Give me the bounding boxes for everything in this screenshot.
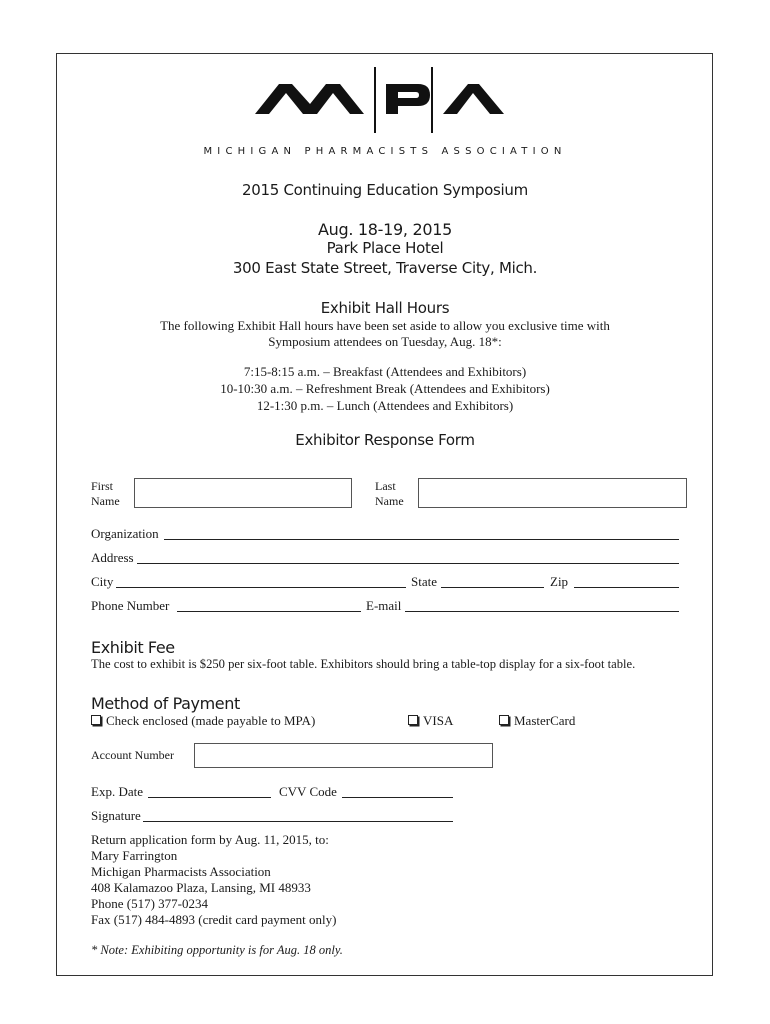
event-dates: Aug. 18-19, 2015 (318, 220, 452, 239)
cvv-label: CVV Code (279, 784, 337, 799)
state-field[interactable] (441, 587, 544, 588)
check-option[interactable] (91, 713, 315, 729)
return-line: Fax (517) 484-4893 (credit card payment only) (91, 912, 337, 927)
address-label: Address (91, 550, 134, 565)
schedule-item: 7:15-8:15 a.m. – Breakfast (Attendees and Exhibitors) (243, 364, 527, 379)
mastercard-label: MasterCard (514, 713, 576, 728)
logo-tagline: MICHIGAN PHARMACISTS ASSOCIATION (203, 146, 567, 157)
signature-field[interactable] (143, 821, 453, 822)
return-line: Return application form by Aug. 11, 2015, to: (91, 832, 329, 847)
exp-date-label: Exp. Date (91, 784, 143, 799)
zip-field[interactable] (574, 587, 679, 588)
visa-option[interactable] (408, 713, 453, 729)
signature-label: Signature (91, 808, 141, 823)
email-field[interactable] (405, 611, 679, 612)
event-address: 300 East State Street, Traverse City, Mich. (232, 259, 538, 277)
last-name-input[interactable] (418, 478, 687, 508)
last-name-label-2: Name (375, 494, 404, 508)
schedule-item: 12-1:30 p.m. – Lunch (Attendees and Exhibitors) (256, 398, 514, 413)
first-name-input[interactable] (134, 478, 352, 508)
exhibit-hours-intro-2: Symposium attendees on Tuesday, Aug. 18*: (268, 334, 502, 349)
exp-date-field[interactable] (148, 797, 271, 798)
first-name-label-2: Name (91, 494, 120, 508)
form-heading: Exhibitor Response Form (295, 431, 475, 449)
first-name-label-1: First (91, 479, 114, 493)
event-venue: Park Place Hotel (326, 239, 444, 257)
exhibit-hours-heading: Exhibit Hall Hours (320, 299, 450, 317)
visa-checkbox-icon[interactable] (408, 715, 418, 725)
phone-field[interactable] (177, 611, 361, 612)
exhibit-note: * Note: Exhibiting opportunity is for Aug. 18 only. (91, 943, 343, 957)
mastercard-option[interactable] (499, 713, 575, 729)
city-field[interactable] (116, 587, 406, 588)
return-line: Mary Farrington (91, 848, 178, 863)
return-line: 408 Kalamazoo Plaza, Lansing, MI 48933 (91, 880, 311, 895)
return-info (91, 832, 336, 928)
account-number-input[interactable] (194, 743, 493, 768)
account-number-label: Account Number (91, 748, 174, 762)
event-title: 2015 Continuing Education Symposium (242, 181, 528, 199)
schedule-item: 10-10:30 a.m. – Refreshment Break (Attendees and Exhibitors) (220, 381, 550, 396)
organization-label: Organization (91, 526, 159, 541)
cvv-field[interactable] (342, 797, 453, 798)
exhibit-hours-intro-1: The following Exhibit Hall hours have been set aside to allow you exclusive time with (160, 318, 610, 333)
check-label: Check enclosed (made payable to MPA) (106, 713, 316, 728)
visa-label: VISA (423, 713, 454, 728)
return-line: Michigan Pharmacists Association (91, 864, 271, 879)
payment-heading: Method of Payment (91, 694, 240, 713)
organization-field[interactable] (164, 539, 679, 540)
zip-label: Zip (550, 574, 569, 589)
last-name-label-1: Last (375, 479, 396, 493)
email-label: E-mail (366, 598, 402, 613)
address-field[interactable] (137, 563, 679, 564)
mastercard-checkbox-icon[interactable] (499, 715, 509, 725)
phone-label: Phone Number (91, 598, 170, 613)
state-label: State (411, 574, 437, 589)
city-label: City (91, 574, 114, 589)
exhibit-fee-heading: Exhibit Fee (91, 638, 175, 657)
exhibit-fee-text: The cost to exhibit is $250 per six-foot table. Exhibitors should bring a table-top display for a six-foot table. (91, 657, 636, 671)
check-checkbox-icon[interactable] (91, 715, 101, 725)
return-line: Phone (517) 377-0234 (91, 896, 208, 911)
